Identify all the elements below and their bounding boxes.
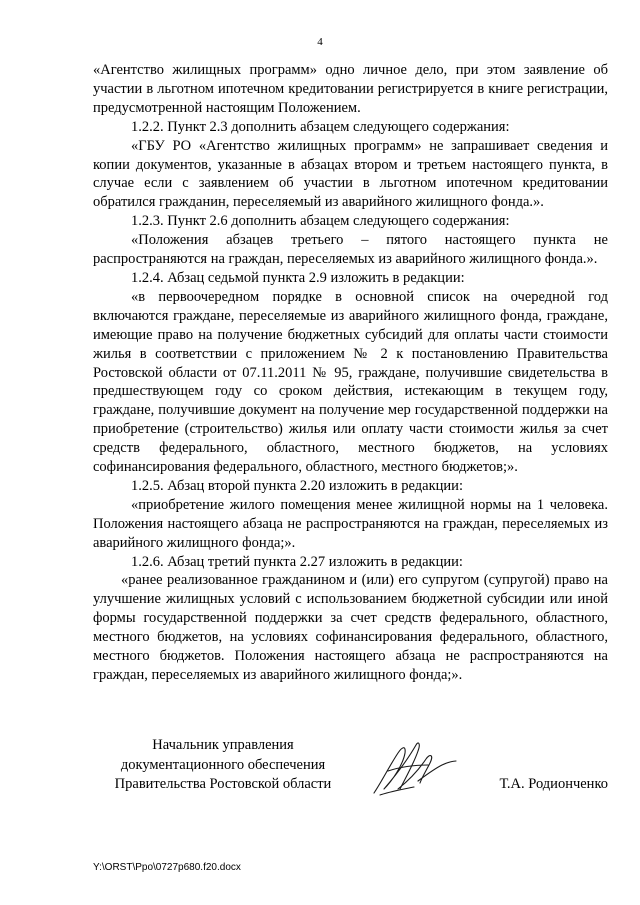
paragraph-item-1-2-3: 1.2.3. Пункт 2.6 дополнить абзацем следующего содержания: [131, 213, 510, 230]
paragraph-quote-2-27: «ранее реализованное гражданином и (или) его супругом (супругой) право на улучшение жилищных условий с использованием бюджетной субсидии или иной формы государственной поддержки за счет средств федерального, областного, местного бюджетов, на условиях софинансирования федерального, областного, местного бюджетов. Положения настоящего абзаца не распространяются на граждан, переселяемых из аварийного жилищного фонда;». [93, 572, 608, 683]
paragraph-item-1-2-5: 1.2.5. Абзац второй пункта 2.20 изложить в редакции: [131, 477, 463, 494]
signatory-title [93, 736, 353, 795]
document-body [93, 61, 608, 685]
paragraph-continuation: «Агентство жилищных программ» одно личное дело, при этом заявление об участии в льготном ипотечном кредитовании регистрируется в книге регистрации, предусмотренной настоящим Положением. [93, 62, 608, 116]
paragraph-quote-2-9: «в первоочередном порядке в основной список на очередной год включаются граждане, переселяемые из аварийного жилищного фонда, граждане, имеющие право на получение бюджетных субсидий для оплаты части стоимости жилья в соответствии с приложением № 2 к постановлению Правительства Ростовской области от 07.11.2011 № 95, граждане, получившие свидетельства в предшествующем году со сроком действия, истекающим в текущем году, граждане, получившие документ на получение мер государственной поддержки на приобретение (строительство) жилья или оплату части стоимости жилья за счет средств федерального, областного, местного бюджетов, на условиях софинансирования федерального, областного, местного бюджетов;». [93, 288, 608, 476]
signatory-title-line: документационного обеспечения [120, 756, 326, 773]
paragraph-item-1-2-4: 1.2.4. Абзац седьмой пункта 2.9 изложить в редакции: [131, 269, 465, 286]
signatory-name: Т.А. Родионченко [499, 776, 608, 792]
signatory-title-line: Правительства Ростовской области [114, 776, 332, 792]
paragraph-item-1-2-2: 1.2.2. Пункт 2.3 дополнить абзацем следующего содержания: [131, 118, 510, 135]
page-number: 4 [317, 36, 323, 48]
paragraph-quote-2-20: «приобретение жилого помещения менее жилищной нормы на 1 человека. Положения настоящего абзаца не распространяются на граждан, переселяемых из аварийного жилищного фонда;». [93, 496, 608, 551]
signatory-title-line: Начальник управления [152, 737, 294, 753]
paragraph-quote-2-3: «ГБУ РО «Агентство жилищных программ» не запрашивает сведения и копии документов, указанные в абзацах втором и третьем настоящего пункта, в случае если с заявлением об участии в льготном ипотечном кредитовании обратился гражданин, переселяемый из аварийного жилищного фонда.». [93, 137, 608, 211]
paragraph-quote-2-6: «Положения абзацев третьего – пятого настоящего пункта не распространяются на граждан, переселяемых из аварийного жилищного фонда.». [93, 232, 608, 268]
footer-file-path: Y:\ORST\Ppo\0727p680.f20.docx [93, 862, 241, 873]
paragraph-item-1-2-6: 1.2.6. Абзац третий пункта 2.27 изложить в редакции: [131, 553, 463, 570]
handwritten-signature [368, 735, 458, 803]
